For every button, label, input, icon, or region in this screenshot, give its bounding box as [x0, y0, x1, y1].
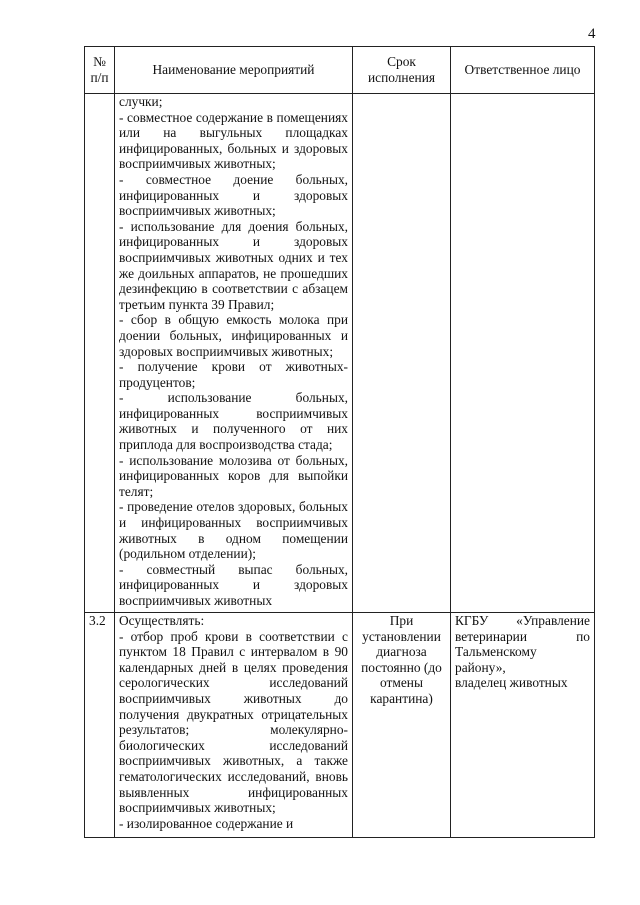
measure-item: - изолированное содержание и: [119, 815, 294, 831]
table-row: [85, 94, 595, 613]
row-measures: [115, 613, 353, 838]
responsible-org: КГБУ «Управление ветеринарии по Тальменскому району»,: [455, 613, 590, 675]
measure-item: - использование молозива от больных, инфицированных коров для выпойки телят;: [119, 452, 348, 499]
measure-item: - проведение отелов здоровых, больных и инфицированных восприимчивых животных в одном помещении (родильном отделении);: [119, 499, 348, 562]
measure-item: Осуществлять:: [119, 613, 205, 628]
row-term: При установлении диагноза постоянно (до отмены карантина): [353, 613, 451, 838]
row-measures: [115, 94, 353, 613]
measure-item: - отбор проб крови в соответствии с пунктом 18 Правил с интервалом в 90 календарных дней в целях проведения серологических исследований восприимчивых животных до получения двукратных отрицательных результатов; молекулярно-биологических исследований восприимчивых животных, а также гематологических исследований, вновь выявленных инфицированных восприимчивых животных;: [119, 628, 348, 816]
measure-item: - использование больных, инфицированных восприимчивых животных и полученного от них приплода для воспроизводства стада;: [119, 390, 348, 453]
measure-item: случки;: [119, 94, 163, 109]
measure-item: - сбор в общую емкость молока при доении больных, инфицированных и здоровых восприимчивых животных;: [119, 312, 348, 359]
row-num: 3.2: [85, 613, 115, 838]
measure-item: - использование для доения больных, инфицированных и здоровых восприимчивых животных одних и тех же доильных аппаратов, не прошедших дезинфекцию в соответствии с абзацем третьим пункта 39 Правил;: [119, 218, 348, 312]
header-responsible: Ответственное лицо: [451, 47, 595, 94]
measure-item: - совместное содержание в помещениях или на выгульных площадках инфицированных, больных и здоровых восприимчивых животных;: [119, 109, 348, 172]
measure-item: - совместное доение больных, инфицированных и здоровых восприимчивых животных;: [119, 171, 348, 219]
row-responsible: [451, 613, 595, 838]
row-term: [353, 94, 451, 613]
row-num: [85, 94, 115, 613]
header-num: № п/п: [85, 47, 115, 94]
row-responsible: [451, 94, 595, 613]
measure-item: - совместный выпас больных, инфицированных и здоровых восприимчивых животных: [119, 561, 348, 608]
page-number: 4: [588, 26, 596, 42]
responsible-owner: владелец животных: [455, 675, 568, 691]
measures-table: [84, 46, 595, 838]
table-header-row: [85, 47, 595, 94]
table-row: [85, 613, 595, 838]
header-name: Наименование мероприятий: [115, 47, 353, 94]
measure-item: - получение крови от животных-продуцентов;: [119, 359, 348, 390]
header-term: Срок исполнения: [353, 47, 451, 94]
